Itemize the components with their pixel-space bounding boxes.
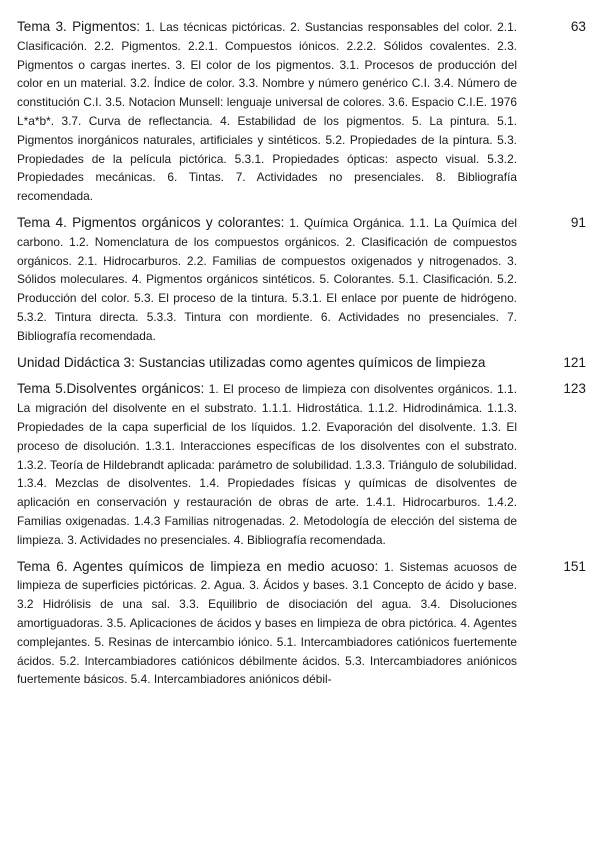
toc-page-number: 151 — [563, 558, 586, 574]
toc-entry-body: 1. Sistemas acuosos de limpieza de superficies pictóricas. 2. Agua. 3. Ácidos y bases. 3.1 Concepto de ácido y base. 3.2 Hidrólisis de una sal. 3.3. Equilibrio de disociación del agua. 3.4. Disoluciones amortiguadoras. 3.5. Aplicaciones de ácidos y bases en limpieza de obra pictórica. 4. Agentes complejantes. 5. Resinas de intercambio iónico. 5.1. Intercambiadores catiónicos fuertemente ácidos. 5.2. Intercambiadores catiónicos débilmente ácidos. 5.3. Intercambiadores aniónicos fuertemente básicos. 5.4. Intercambiadores aniónicos débil- — [17, 559, 517, 687]
table-of-contents — [17, 18, 589, 697]
toc-entry-body: 1. El proceso de limpieza con disolventes orgánicos. 1.1. La migración del disolvente en el substrato. 1.1.1. Hidrostática. 1.1.2. Hidrodinámica. 1.1.3. Propiedades de la capa superficial de los líquidos. 1.2. Evaporación del disolvente. 1.3. El proceso de disolución. 1.3.1. Interacciones específicas de los disolventes con el substrato. 1.3.2. Teoría de Hildebrandt aplicada: parámetro de solubilidad. 1.3.3. Triángulo de solubilidad. 1.3.4. Mezclas de disolventes. 1.4. Propiedades físicas y químicas de disolventes de aplicación en conservación y restauración de obras de arte. 1.4.1. Hidrocarburos. 1.4.2. Familias oxigenadas. 1.4.3 Familias nitrogenadas. 2. Metodología de elección del sistema de limpieza. 3. Actividades no presenciales. 4. Bibliografía recomendada. — [17, 382, 517, 547]
toc-unit-heading: Unidad Didáctica 3: Sustancias utilizadas como agentes químicos de limpieza — [17, 354, 486, 370]
toc-entry-text — [17, 18, 517, 206]
toc-entry-heading: Tema 3. Pigmentos: — [17, 19, 141, 34]
toc-page-number: 123 — [563, 381, 586, 397]
toc-entry-heading: Tema 4. Pigmentos orgánicos y colorantes: — [17, 214, 285, 230]
toc-page-number: 63 — [570, 19, 586, 34]
toc-entry-body: 1. Las técnicas pictóricas. 2. Sustancias responsables del color. 2.1. Clasificación. 2.2. Pigmentos. 2.2.1. Compuestos iónicos. 2.2.2. Sólidos covalentes. 2.3. Pigmentos o cargas inertes. 3. El color de los pigmentos. 3.1. Procesos de producción del color en un material. 3.2. Índice de color. 3.3. Nombre y número genérico C.I. 3.4. Número de constitución C.I. 3.5. Notacion Munsell: lenguaje universal de colores. 3.6. Espacio C.I.E. 1976 L*a*b*. 3.7. Curva de reflectancia. 4. Estabilidad de los pigmentos. 5. La pintura. 5.1. Pigmentos inorgánicos naturales, artificiales y sintéticos. 5.2. Propiedades de la pintura. 5.3. Propiedades de la película pictórica. 5.3.1. Propiedades ópticas: aspecto visual. 5.3.2. Propiedades mecánicas. 6. Tintas. 7. Actividades no presenciales. 8. Bibliografía recomendada. — [17, 20, 517, 204]
toc-page-number: 91 — [570, 214, 586, 230]
toc-entry-heading: Tema 6. Agentes químicos de limpieza en medio acuoso: — [17, 558, 379, 574]
toc-entry-tema-4 — [17, 214, 589, 346]
toc-page-number: 121 — [563, 354, 586, 370]
toc-entry-text — [17, 214, 517, 346]
toc-entry-text — [17, 380, 517, 549]
toc-entry-tema-6 — [17, 558, 589, 690]
toc-entry-tema-5 — [17, 380, 589, 549]
toc-entry-unidad-3 — [17, 354, 589, 373]
toc-entry-text — [17, 558, 517, 690]
toc-entry-heading: Tema 5.Disolventes orgánicos: — [17, 381, 205, 397]
toc-entry-body: 1. Química Orgánica. 1.1. La Química del carbono. 1.2. Nomenclatura de los compuestos orgánicos. 2. Clasificación de compuestos orgánicos. 2.1. Hidrocarburos. 2.2. Familias de compuestos oxigenados y nitrogenados. 3. Sólidos moleculares. 4. Pigmentos orgánicos sintéticos. 5. Colorantes. 5.1. Clasificación. 5.2. Producción del color. 5.3. El proceso de la tintura. 5.3.1. El enlace por puente de hidrógeno. 5.3.2. Tintura directa. 5.3.3. Tintura con mordiente. 6. Actividades no presenciales. 7. Bibliografía recomendada. — [17, 215, 517, 343]
toc-entry-tema-3 — [17, 18, 589, 206]
